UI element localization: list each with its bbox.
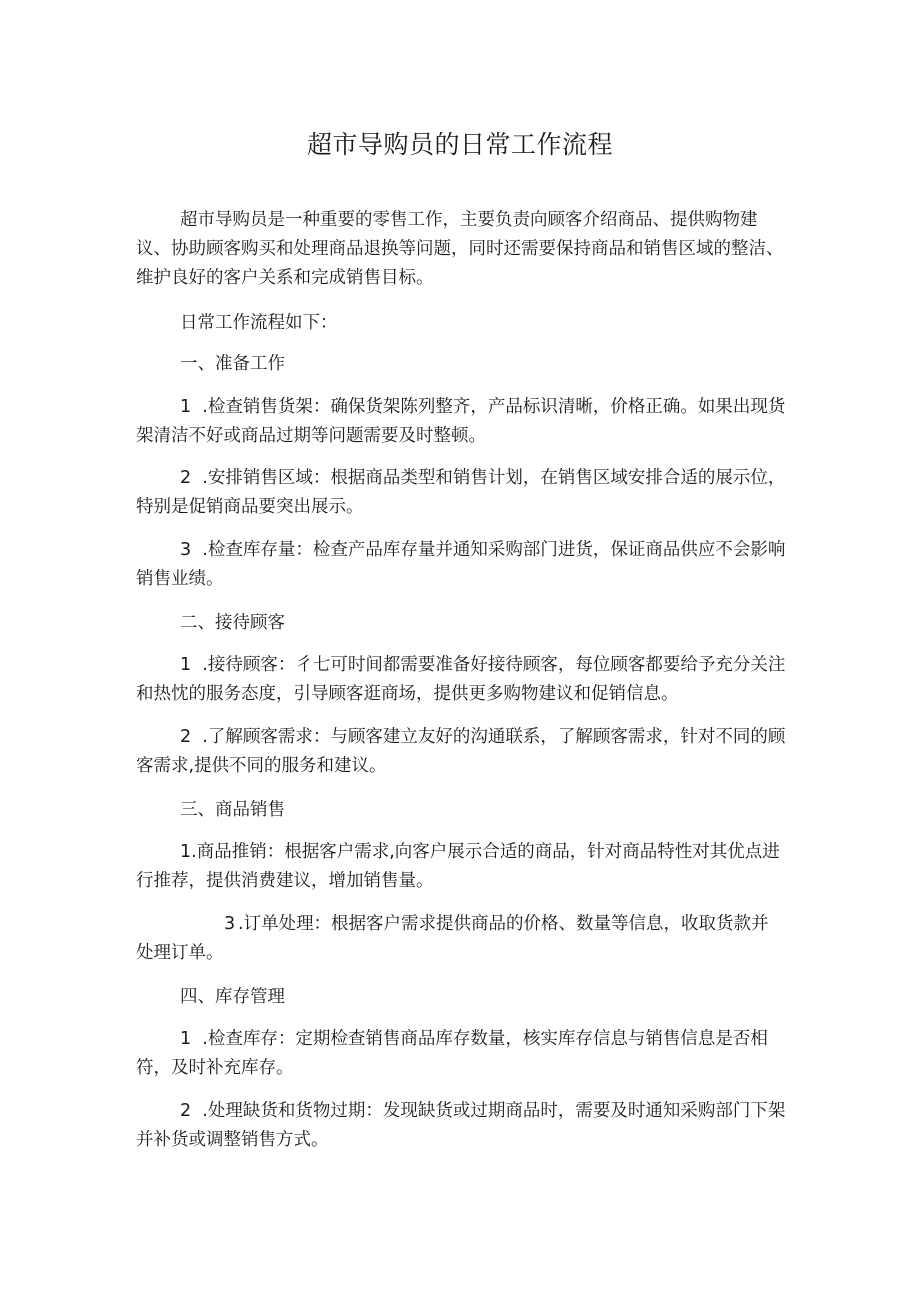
section-heading-2: 二、接待顾客 (180, 613, 285, 633)
section-heading-3: 三、商品销售 (180, 800, 285, 820)
item-text: .检查库存：定期检查销售商品库存数量，核实库存信息与销售信息是否相符，及时补充库存。 (136, 1029, 768, 1078)
list-item (136, 838, 786, 896)
section-heading-4: 四、库存管理 (180, 987, 285, 1007)
item-number: 2 (180, 727, 192, 747)
item-number: 1 (180, 1029, 192, 1049)
item-number: 3 (180, 540, 192, 560)
item-text: .了解顾客需求：与顾客建立友好的沟通联系，了解顾客需求，针对不同的顾客需求,提供不同的服务和建议。 (136, 727, 786, 776)
item-text: .处理缺货和货物过期：发现缺货或过期商品时，需要及时通知采购部门下架并补货或调整销售方式。 (136, 1101, 786, 1150)
item-number: 3 (224, 914, 236, 934)
intro-paragraph: 超市导购员是一种重要的零售工作，主要负责向顾客介绍商品、提供购物建议、协助顾客购买和处理商品退换等问题，同时还需要保持商品和销售区域的整洁、维护良好的客户关系和完成销售目标。 (136, 210, 784, 288)
item-text: .接待顾客：彳七可时间都需要准备好接待顾客，每位顾客都要给予充分关注和热忱的服务态度，引导顾客逛商场，提供更多购物建议和促销信息。 (136, 655, 786, 704)
item-number: 1 (180, 655, 192, 675)
item-text: .安排销售区域：根据商品类型和销售计划，在销售区域安排合适的展示位，特别是促销商品要突出展示。 (136, 468, 786, 517)
item-number: 2 (180, 468, 192, 488)
item-number: 1 (180, 397, 192, 417)
list-item (136, 651, 786, 709)
list-item (136, 1097, 786, 1155)
list-item (136, 723, 786, 781)
list-item (136, 464, 786, 522)
flow-label: 日常工作流程如下： (180, 313, 338, 333)
list-item (136, 393, 786, 451)
item-number: 1. (180, 842, 197, 862)
list-item (136, 1025, 786, 1083)
item-text: .订单处理：根据客户需求提供商品的价格、数量等信息，收取货款并处理订单。 (136, 914, 769, 963)
page-title: 超市导购员的日常工作流程 (306, 130, 613, 159)
item-text: .检查销售货架：确保货架陈列整齐，产品标识清晰，价格正确。如果出现货架清洁不好或商品过期等问题需要及时整顿。 (136, 397, 786, 446)
list-item (136, 910, 786, 968)
item-text: .检查库存量：检查产品库存量并通知采购部门进货，保证商品供应不会影响销售业绩。 (136, 540, 786, 589)
item-number: 2 (180, 1101, 192, 1121)
list-item (136, 536, 786, 594)
section-heading-1: 一、准备工作 (180, 354, 285, 374)
item-text: 商品推销：根据客户需求,向客户展示合适的商品，针对商品特性对其优点进行推荐，提供消费建议，增加销售量。 (136, 842, 780, 891)
